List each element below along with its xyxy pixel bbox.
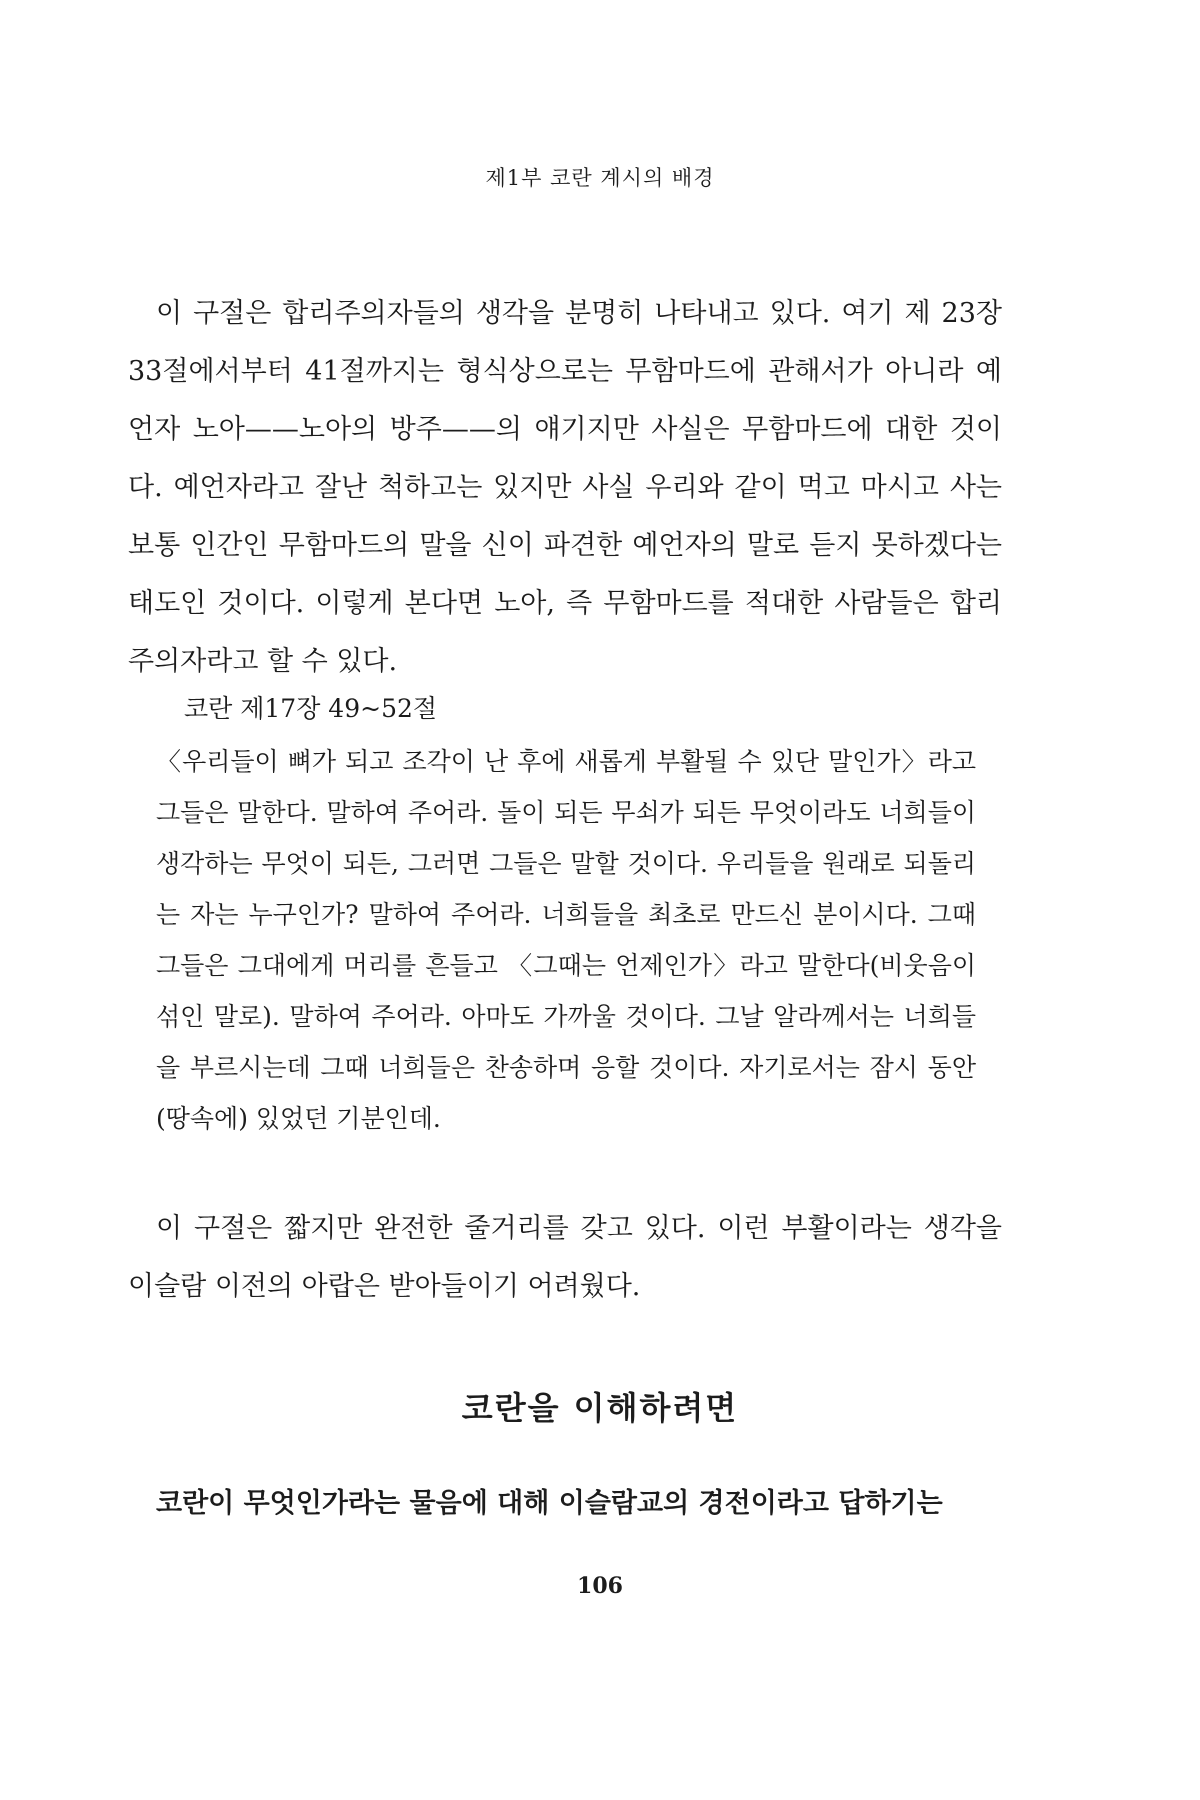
running-header: 제1부 코란 계시의 배경 — [485, 166, 715, 190]
quote-citation: 코란 제17장 49~52절 — [184, 694, 438, 723]
body-paragraph-3: 코란이 무엇인가라는 물음에 대해 이슬람교의 경전이라고 답하기는 — [156, 1488, 943, 1519]
section-heading: 코란을 이해하려면 — [461, 1389, 739, 1427]
page-number: 106 — [577, 1573, 623, 1599]
quran-quote-block — [156, 683, 976, 1144]
body-paragraph-2: 이 구절은 짧지만 완전한 줄거리를 갖고 있다. 이런 부활이라는 생각을 이슬람 이전의 아랍은 받아들이기 어려웠다. — [128, 1213, 1002, 1302]
quote-text: 〈우리들이 뼈가 되고 조각이 난 후에 새롭게 부활될 수 있단 말인가〉라고 그들은 말한다. 말하여 주어라. 돌이 되든 무쇠가 되든 무엇이라도 너희들이 생각하는 무엇이 되든, 그러면 그들은 말할 것이다. 우리들을 원래로 되돌리는 자는 누구인가? 말하여 주어라. 너희들을 최초로 만드신 분이시다. 그때 그들은 그대에게 머리를 흔들고 〈그때는 언제인가〉라고 말한다(비웃음이 섞인 말로). 말하여 주어라. 아마도 가까울 것이다. 그날 알라께서는 너희들을 부르시는데 그때 너희들은 찬송하며 응할 것이다. 자기로서는 잠시 동안 (땅속에) 있었던 기분인데. — [156, 747, 976, 1133]
body-paragraph-1: 이 구절은 합리주의자들의 생각을 분명히 나타내고 있다. 여기 제 23장 33절에서부터 41절까지는 형식상으로는 무함마드에 관해서가 아니라 예언자 노아——노아의 방주——의 얘기지만 사실은 무함마드에 대한 것이다. 예언자라고 잘난 척하고는 있지만 사실 우리와 같이 먹고 마시고 사는 보통 인간인 무함마드의 말을 신이 파견한 예언자의 말로 듣지 못하겠다는 태도인 것이다. 이렇게 본다면 노아, 즉 무함마드를 적대한 사람들은 합리주의자라고 할 수 있다. — [128, 298, 1002, 677]
